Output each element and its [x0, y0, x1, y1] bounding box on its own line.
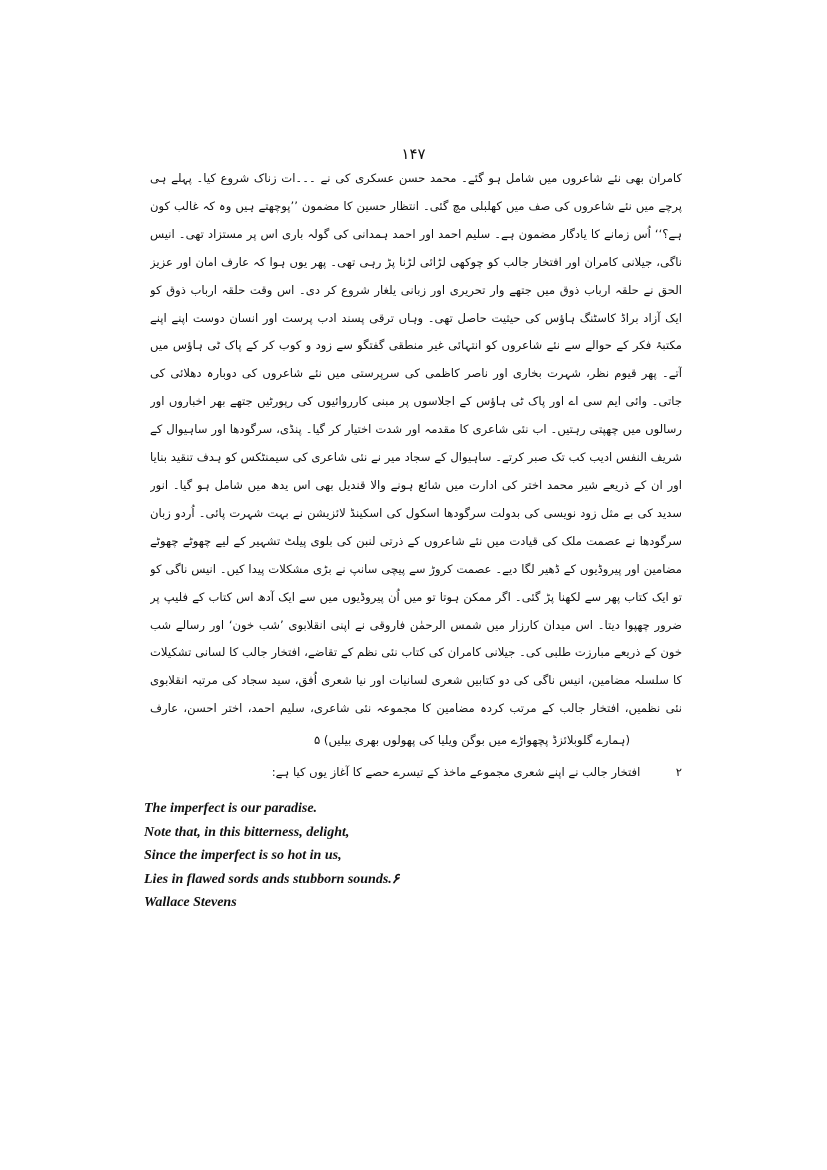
note-number: ۲ [675, 765, 682, 779]
footnote-mark: ۶ [391, 871, 400, 887]
body-paragraph: کامران بھی نئے شاعروں میں شامل ہو گئے۔ محمد حسن عسکری کی نے ۔۔۔ات زناک شروع کیا۔ پہلے ہی پرچے میں نئے شاعروں کی صف میں کھلبلی مچ گئی۔ انتظار حسین کا مضمون ’’پوچھتے ہیں وہ کہ غالب کون ہے؟‘‘ اُس زمانے کا یادگار مضمون ہے۔ سلیم احمد اور احمد ہمدانی کی گولہ باری اس پر مستزاد تھی۔ انیس ناگی، جیلانی کامران اور افتخار جالب کو چوکھی لڑائی لڑنا پڑ رہی تھی۔ پھر یوں ہوا کہ عارف امان اور عزیز الحق نے حلقہ ارباب ذوق میں جتھے وار تحریری اور زبانی یلغار شروع کر دی۔ اس وقت حلقہ ارباب ذوق کو ایک آزاد براڈ کاسٹنگ ہاؤس کی حیثیت حاصل تھی۔ وہاں ترقی پسند ادب پرست اور انسان دوست اپنے اپنے مکتبۂ فکر کے حوالے سے نئے شاعروں کو انتہائی غیر منطقی گفتگو سے زود و کوب کر کے پاک ٹی ہاؤس میں آتے۔ پھر قیوم نظر، شہرت بخاری اور ناصر کاظمی کی سرپرستی میں نئے شاعروں کی دوبارہ دھلائی کی جاتی۔ وائی ایم سی اے اور پاک ٹی ہاؤس کے اجلاسوں پر مبنی کارروائیوں کی رپورٹیں جتھے بھر اخباروں اور رسالوں میں چھپتی رہتیں۔ اب نئی شاعری کا مقدمہ اور شدت اختیار کر گیا۔ پنڈی، سرگودھا اور ساہیوال کے شریف النفس ادیب کب تک صبر کرتے۔ ساہیوال کے سجاد میر نے نئی شاعری کی سیمنٹکس کو ہدف تنقید بنایا اور ان کے ذریعے شیر محمد اختر کی ادارت میں شائع ہونے والا قندیل بھی اس یدھ میں شامل ہو گیا۔ انور سدید کی بے مثل زود نویسی کی بدولت سرگودھا اسکول کی اسکینڈ لائزیشن نے بہت شہرت پائی۔ اُردو زبان سرگودھا نے عصمت ملک کی قیادت میں نئے شاعروں کے ذرتی لنبن کی بلوی پیلٹ تشہیر کے لیے چھوٹے چھوٹے مضامین اور پیروڈیوں کے ڈھیر لگا دیے۔ عصمت کروڑ سے پیچی سانپ نے بڑی مشکلات پیدا کیں۔ انیس ناگی کو تو ایک کتاب پھر سے لکھنا پڑ گئی۔ اگر ممکن ہوتا تو میں اُن پیروڈیوں میں سے ایک آدھ اس کتاب کے فلیپ پر ضرور چھپوا دیتا۔ اس میدان کارزار میں شمس الرحمٰن فاروقی نے اپنی انقلابوی ’شب خون‘ اور رسالے شب خون کے ذریعے مبارزت طلبی کی۔ جیلانی کامران کی کتاب نئی نظم کے تقاضے، افتخار جالب کا لسانی تشکیلات کا سلسلہ مضامین، انیس ناگی کی دو کتابیں شعری لسانیات اور نیا شعری اُفق، سید سجاد کی مرتبہ انقلابوی نئی نظمیں، افتخار جالب کے مرتب کردہ مضامین کا مجموعہ نئی شاعری، سلیم احمد، اختر احسن، عارف [150, 171, 682, 716]
poem-line-1: The imperfect is our paradise. [144, 801, 318, 816]
note-line [150, 765, 682, 779]
poem-line-4 [144, 868, 584, 892]
english-epigraph [144, 797, 584, 915]
poem-line-3: Since the imperfect is so hot in us, [144, 848, 342, 863]
poem-line-4-text: Lies in flawed sords ands stubborn sounds. [144, 871, 392, 887]
page-number: ۱۴۷ [401, 145, 426, 163]
poem-line-2: Note that, in this bitterness, delight, [144, 824, 350, 840]
note-text: افتخار جالب نے اپنے شعری مجموعے ماخذ کے تیسرے حصے کا آغاز یوں کیا ہے: [271, 765, 641, 779]
quoted-line: (ہمارے گلوبلائزڈ پچھواڑے میں بوگن ویلیا کی پھولوں بھری بیلیں) ۵ [314, 733, 630, 747]
poem-author: Wallace Stevens [144, 895, 237, 910]
